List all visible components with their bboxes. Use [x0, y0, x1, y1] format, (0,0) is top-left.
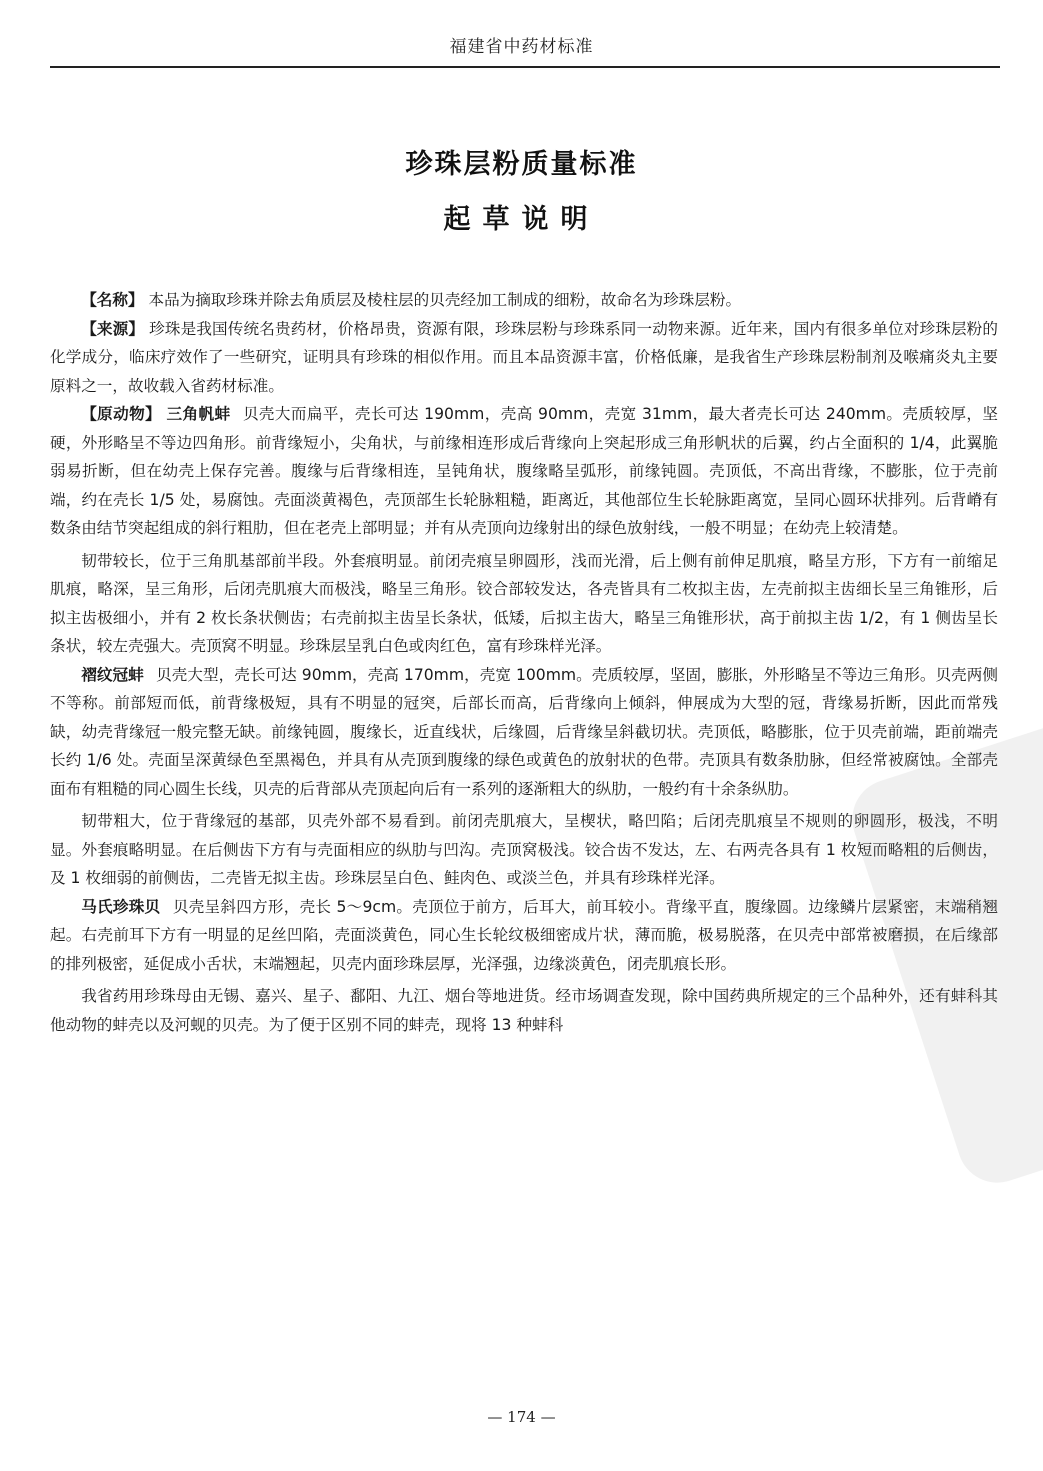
section-label-name: 【名称】: [81, 291, 144, 309]
paragraph-animal-1-text: 贝壳大而扁平，壳长可达 190mm，壳高 90mm，壳宽 31mm，最大者壳长可达 240mm。壳质较厚，坚硬，外形略呈不等边四角形。前背缘短小，尖角状，与前缘相连形成后背缘向上突起形成三角形帆状的后翼，约占全面积的 1/4，此翼脆弱易折断，但在幼壳上保存完善。腹缘与后背缘相连，呈钝角状，腹缘略呈弧形，前缘钝圆。壳顶低，不高出背缘，不膨胀，位于壳前端，约在壳长 1/5 处，易腐蚀。壳面淡黄褐色，壳顶部生长轮脉粗糙，距离近，其他部位生长轮脉距离宽，呈同心圆环状排列。后背嵴有数条由结节突起组成的斜行粗肋，但在老壳上部明显；并有从壳顶向边缘射出的绿色放射线，一般不明显；在幼壳上较清楚。: [50, 405, 998, 537]
paragraph-animal-1: [50, 400, 998, 543]
header-divider: [50, 66, 1000, 68]
paragraph-animal-1b: 韧带较长，位于三角肌基部前半段。外套痕明显。前闭壳痕呈卵圆形，浅而光滑，后上侧有前伸足肌痕，略呈方形，下方有一前缩足肌痕，略深，呈三角形，后闭壳肌痕大而极浅，略呈三角形。铰合部较发达，各壳皆具有二枚拟主齿，左壳前拟主齿细长呈三角锥形，后拟主齿极细小，并有 2 枚长条状侧齿；右壳前拟主齿呈长条状，低矮，后拟主齿大，略呈三角锥形状，高于前拟主齿 1/2，有 1 侧齿呈长条状，较左壳强大。壳顶窝不明显。珍珠层呈乳白色或肉红色，富有珍珠样光泽。: [50, 551, 998, 655]
species-name-1: 三角帆蚌: [166, 405, 231, 423]
species-name-2: 褶纹冠蚌: [81, 665, 144, 684]
page-subtitle: 起草说明: [443, 204, 600, 235]
paragraph-animal-2b: 韧带粗大，位于背缘冠的基部，贝壳外部不易看到。前闭壳肌痕大，呈楔状，略凹陷；后闭壳肌痕呈不规则的卵圆形，极浅，不明显。外套痕略明显。在后侧齿下方有与壳面相应的纵肋与凹沟。壳顶窝极浅。铰合齿不发达，左、右两壳各具有 1 枚短而略粗的后侧齿，及 1 枚细弱的前侧齿，二壳皆无拟主齿。珍珠层呈白色、鲑肉色、或淡兰色，并具有珍珠样光泽。: [50, 812, 998, 887]
page-number: — 174 —: [487, 1408, 556, 1426]
section-label-source: 【来源】: [81, 319, 145, 338]
paragraph-source: [50, 315, 998, 401]
paragraph-source-text: 珍珠是我国传统名贵药材，价格昂贵，资源有限，珍珠层粉与珍珠系同一动物来源。近年来，国内有很多单位对珍珠层粉的化学成分，临床疗效作了一些研究，证明具有珍珠的相似作用。而且本品资源丰富，价格低廉，是我省生产珍珠层粉制剂及喉痛炎丸主要原料之一，故收载入省药材标准。: [50, 319, 998, 395]
section-label-animal: 【原动物】: [81, 405, 162, 423]
paragraph-animal-3: [50, 893, 998, 979]
paragraph-market: 我省药用珍珠母由无锡、嘉兴、星子、鄱阳、九江、烟台等地进货。经市场调查发现，除中国药典所规定的三个品种外，还有蚌科其他动物的蚌壳以及河蚬的贝壳。为了便于区别不同的蚌壳，现将 13 种蚌科: [50, 987, 998, 1034]
page-title: 珍珠层粉质量标准: [405, 149, 638, 180]
paragraph-animal-3-text: 贝壳呈斜四方形，壳长 5～9cm。壳顶位于前方，后耳大，前耳较小。背缘平直，腹缘圆。边缘鳞片层紧密，末端稍翘起。右壳前耳下方有一明显的足丝凹陷，壳面淡黄色，同心生长轮纹极细密成片状，薄而脆，极易脱落，在贝壳中部常被磨损，在后缘部的排列极密，延促成小舌状，末端翘起，贝壳内面珍珠层厚，光泽强，边缘淡黄色，闭壳肌痕长形。: [50, 897, 998, 973]
paragraph-animal-2-text: 贝壳大型，壳长可达 90mm，壳高 170mm，壳宽 100mm。壳质较厚，坚固，膨胀，外形略呈不等边三角形。贝壳两侧不等称。前部短而低，前背缘极短，具有不明显的冠突，后部长而高，后背缘向上倾斜，伸展成为大型的冠，背缘易折断，因此而常残缺，幼壳背缘冠一般完整无缺。前缘钝圆，腹缘长，近直线状，后缘圆，后背缘呈斜截切状。壳顶低，略膨胀，位于贝壳前端，距前端壳长约 1/6 处。壳面呈深黄绿色至黑褐色，并具有从壳顶到腹缘的绿色或黄色的放射状的色带。壳顶具有数条肋脉，但经常被腐蚀。全部壳面布有粗糙的同心圆生长线，贝壳的后背部从壳顶起向后有一系列的逐渐粗大的纵肋，一般约有十余条纵肋。: [50, 665, 998, 798]
species-name-3: 马氏珍珠贝: [81, 897, 161, 916]
paragraph-animal-2: [50, 661, 998, 804]
paragraph-name-text: 本品为摘取珍珠并除去角质层及棱柱层的贝壳经加工制成的细粉，故命名为珍珠层粉。: [148, 291, 742, 309]
paragraph-name: [50, 286, 998, 315]
running-header: 福建省中药材标准: [449, 37, 594, 57]
document-body: [50, 286, 998, 1039]
